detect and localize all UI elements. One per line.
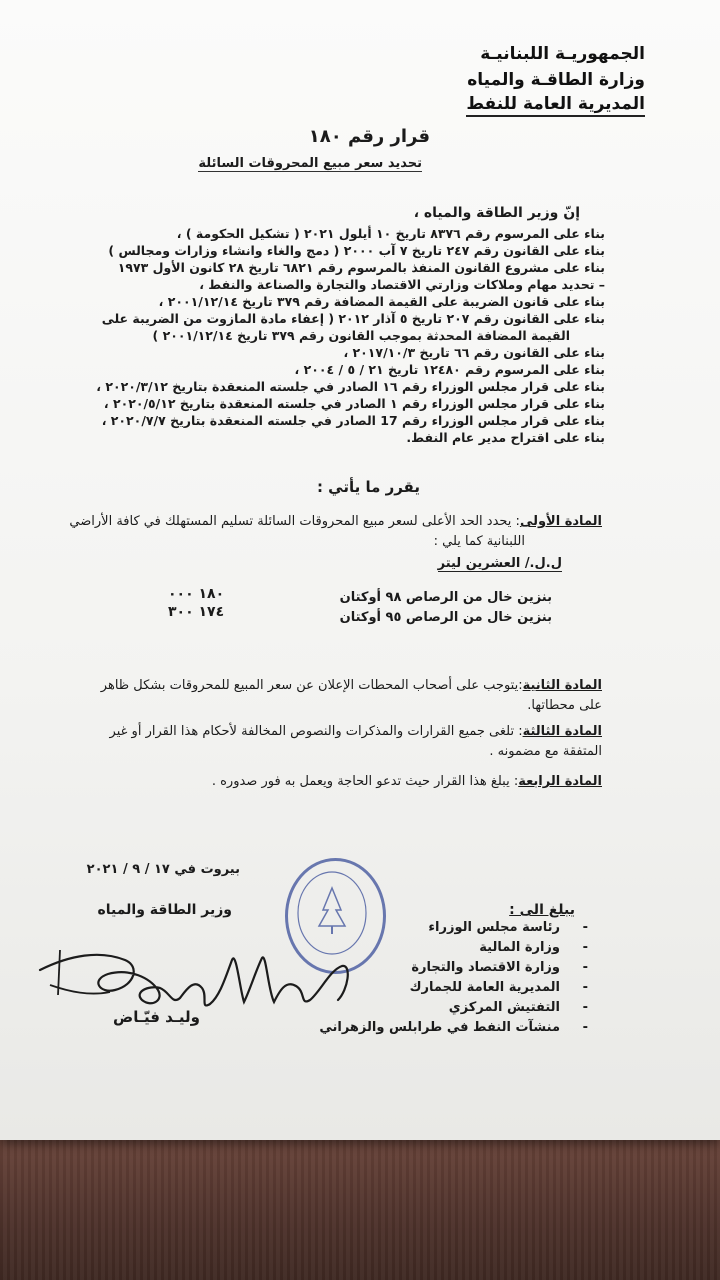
preamble-line: بناء على قرار مجلس الوزراء رقم ١ الصادر في جلسته المنعقدة بتاريخ ٢٠٢٠/٥/١٢ ، <box>103 396 605 411</box>
price-product: بنزين خال من الرصاص ٩٥ أوكتان <box>339 610 552 625</box>
preamble-line: بناء على مشروع القانون المنفذ بالمرسوم رقم ٦٨٢١ تاريخ ٢٨ كانون الأول ١٩٧٣ <box>117 260 605 275</box>
article-3-text-cont: المتفقة مع مضمونه . <box>489 744 602 759</box>
article-2-label: المادة الثانية <box>522 678 602 693</box>
signature-title: وزير الطاقة والمياه <box>97 902 232 918</box>
preamble-line: القيمة المضافة المحدثة بموجب القانون رقم ٣٧٩ تاريخ ٢٠٠١/١٢/١٤ ) <box>152 328 570 343</box>
preamble-line: بناء على قرار مجلس الوزراء رقم 17 الصادر في جلسته المنعقدة بتاريخ ٢٠٢٠/٧/٧ ، <box>101 413 605 428</box>
price-value: ١٧٤ ٣٠٠ <box>168 604 225 620</box>
article-1-text-cont: اللبنانية كما يلي : <box>433 534 525 549</box>
preamble-line: بناء على قانون الضريبة على القيمة المضافة رقم ٣٧٩ تاريخ ٢٠٠١/١٢/١٤ ، <box>158 294 605 309</box>
distribution-item: - التفتيش المركزي <box>449 1000 560 1015</box>
distribution-label: يبلغ الى : <box>509 902 575 918</box>
article-4-text: : يبلغ هذا القرار حيث تدعو الحاجة ويعمل به فور صدوره . <box>211 774 519 789</box>
preamble-line: بناء على قرار مجلس الوزراء رقم ١٦ الصادر في جلسته المنعقدة بتاريخ ٢٠٢٠/٣/١٢ ، <box>96 379 605 394</box>
article-2-text: :يتوجب على أصحاب المحطات الإعلان عن سعر المبيع للمحروقات بشكل ظاهر <box>100 678 523 693</box>
article-3 <box>110 722 602 742</box>
distribution-item: - وزارة الاقتصاد والتجارة <box>411 960 560 975</box>
preamble-line: بناء على القانون رقم ٦٦ تاريخ ٢٠١٧/١٠/٣ ، <box>343 345 605 360</box>
decides-heading: يقرر ما يأتي : <box>316 478 420 496</box>
distribution-item: - منشآت النفط في طرابلس والزهراني <box>319 1020 560 1035</box>
preamble-intro: إنّ وزير الطاقة والمياه ، <box>413 205 580 221</box>
price-table-header: ل.ل./ العشرين ليتر <box>437 556 562 571</box>
header-republic: الجمهوريـة اللبنانيـة <box>480 44 645 64</box>
article-3-label: المادة الثالثة <box>522 724 602 739</box>
price-value: ١٨٠ ٠٠٠ <box>168 586 225 602</box>
distribution-item: - رئاسة مجلس الوزراء <box>428 920 560 935</box>
article-1-text: : يحدد الحد الأعلى لسعر مبيع المحروقات السائلة تسليم المستهلك في كافة الأراضي <box>69 514 520 529</box>
preamble-line: بناء على القانون رقم ٢٤٧ تاريخ ٧ آب ٢٠٠٠ ( دمج والغاء وانشاء وزارات ومجالس ) <box>108 243 605 258</box>
distribution-item: - المديرية العامة للجمارك <box>410 980 560 995</box>
preamble-line: بناء على المرسوم رقم ١٢٤٨٠ تاريخ ٢١ / ٥ / ٢٠٠٤ ، <box>294 362 605 377</box>
distribution-item: - وزارة المالية <box>479 940 560 955</box>
signature-date: بيروت في ١٧ / ٩ / ٢٠٢١ <box>86 862 240 877</box>
price-product: بنزين خال من الرصاص ٩٨ أوكتان <box>339 590 552 605</box>
table-surface <box>0 1130 720 1280</box>
header-ministry: وزارة الطاقـة والمياه <box>467 70 645 90</box>
preamble-line: بناء على القانون رقم ٢٠٧ تاريخ ٥ آذار ٢٠١٢ ( إعفاء مادة المازوت من الضريبة على <box>101 311 605 326</box>
decision-subject: تحديد سعر مبيع المحروقات السائلة <box>198 156 422 171</box>
preamble-line: بناء على اقتراح مدير عام النفط. <box>406 430 605 445</box>
article-4 <box>212 772 602 792</box>
article-1-label: المادة الأولى <box>519 514 602 529</box>
article-2 <box>101 676 602 696</box>
article-4-label: المادة الرابعة <box>518 774 602 789</box>
header-directorate: المديرية العامة للنفط <box>466 94 645 117</box>
article-1 <box>69 512 602 532</box>
article-3-text: : تلغى جميع القرارات والمذكرات والنصوص المخالفة لأحكام هذا القرار أو غير <box>109 724 523 739</box>
article-2-text-cont: على محطاتها. <box>527 698 602 713</box>
decision-number: قرار رقم ١٨٠ <box>308 126 430 147</box>
preamble-line: – تحديد مهام وملاكات وزارتي الاقتصاد والتجارة والصناعة والنفط ، <box>199 277 605 292</box>
preamble-line: بناء على المرسوم رقم ٨٣٧٦ تاريخ ١٠ أيلول ٢٠٢١ ( تشكيل الحكومة ) ، <box>176 226 605 241</box>
signature-name: وليـد فيّـاض <box>113 1008 200 1026</box>
